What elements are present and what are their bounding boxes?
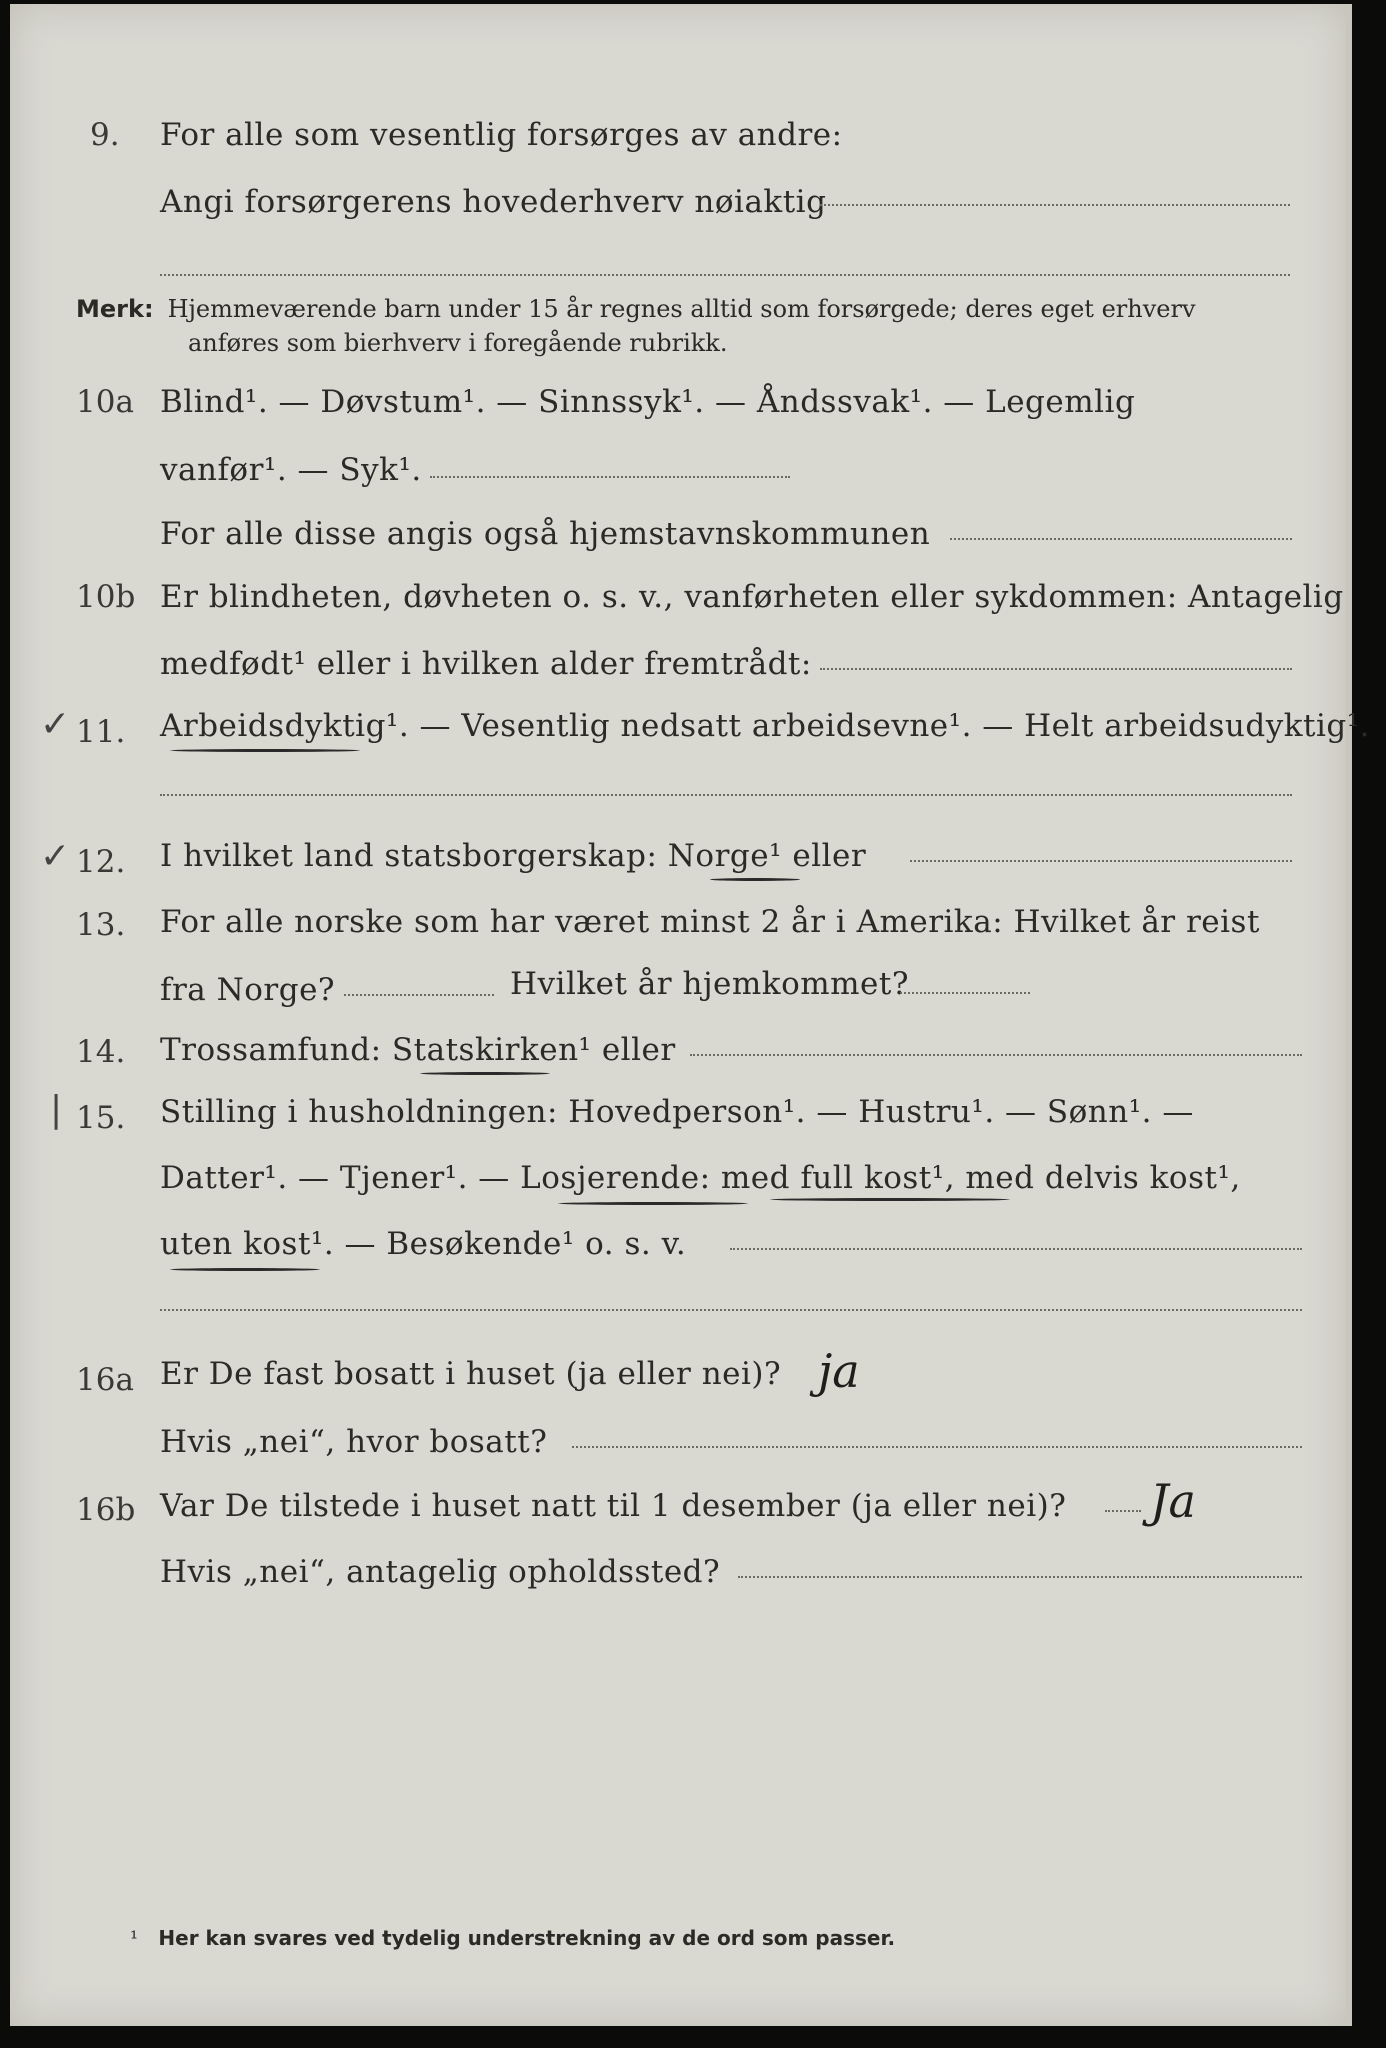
q16b-line2: Hvis „nei“, antagelig opholdssted? <box>160 1554 721 1590</box>
q11-underline <box>170 749 360 752</box>
q10a-line2: vanfør¹. — Syk¹. <box>160 452 422 488</box>
q14-number: 14. <box>76 1034 126 1070</box>
q16a-line2: Hvis „nei“, hvor bosatt? <box>160 1424 548 1460</box>
check-mark-icon: ✓ <box>40 836 71 877</box>
q9-answer-line[interactable] <box>820 204 1290 206</box>
check-mark-icon: ✓ <box>40 704 71 745</box>
q15-underline-full-kost <box>770 1198 1010 1201</box>
footnote-text: Her kan svares ved tydelig understrekning av de ord som passer. <box>158 1926 896 1950</box>
q10a-line3: For alle disse angis også hjemstavnskommunen <box>160 516 931 552</box>
q15-underline-uten-kost <box>170 1268 320 1271</box>
q9-line1: For alle som vesentlig forsørges av andre: <box>160 117 843 153</box>
q16a-number: 16a <box>76 1362 134 1398</box>
merk-label: Merk: <box>76 295 154 323</box>
q16a-handwritten-answer[interactable]: ja <box>818 1344 860 1398</box>
merk-note <box>76 295 1196 323</box>
q16b-line1: Var De tilstede i huset natt til 1 desember (ja eller nei)? <box>160 1488 1067 1524</box>
q10b-answer-line[interactable] <box>820 668 1292 670</box>
q13-line2a: fra Norge? <box>160 972 336 1008</box>
q9-line2: Angi forsørgerens hovederhverv nøiaktig <box>160 184 827 220</box>
q11-line1: Arbeidsdyktig¹. — Vesentlig nedsatt arbeidsevne¹. — Helt arbeidsudyktig¹. <box>160 708 1371 744</box>
q13-line1: For alle norske som har været minst 2 år i Amerika: Hvilket år reist <box>160 904 1260 940</box>
q10a-line1: Blind¹. — Døvstum¹. — Sinnssyk¹. — Åndssvak¹. — Legemlig <box>160 384 1136 420</box>
q10a-hjemstavn-line[interactable] <box>950 538 1292 540</box>
q14-line1: Trossamfund: Statskirken¹ eller <box>160 1032 676 1068</box>
q11-answer-line[interactable] <box>160 794 1292 796</box>
q9-answer-line-2[interactable] <box>160 274 1290 276</box>
q15-answer-line-2[interactable] <box>160 1309 1302 1311</box>
footnote <box>130 1926 895 1950</box>
q10a-answer-line[interactable] <box>430 476 790 478</box>
q14-underline <box>420 1072 550 1075</box>
q16b-number: 16b <box>76 1492 136 1528</box>
q16b-opholdssted-line[interactable] <box>738 1576 1302 1578</box>
merk-line2: anføres som bierhverv i foregående rubrikk. <box>188 329 728 357</box>
q12-number: 12. <box>76 844 126 880</box>
q15-line2: Datter¹. — Tjener¹. — Losjerende: med full kost¹, med delvis kost¹, <box>160 1160 1241 1196</box>
q16a-line1: Er De fast bosatt i huset (ja eller nei)? <box>160 1356 782 1392</box>
q15-underline-losjerende <box>558 1202 748 1205</box>
q10a-number: 10a <box>76 384 134 420</box>
q10b-number: 10b <box>76 579 136 615</box>
q15-line1: Stilling i husholdningen: Hovedperson¹. — Hustru¹. — Sønn¹. — <box>160 1094 1194 1130</box>
q16b-answer-line[interactable] <box>1105 1510 1141 1512</box>
q12-answer-line[interactable] <box>910 860 1292 862</box>
q13-reist-line[interactable] <box>344 994 494 996</box>
q14-answer-line[interactable] <box>690 1054 1302 1056</box>
q16b-handwritten-answer[interactable]: Ja <box>1150 1474 1196 1528</box>
q10b-line2: medfødt¹ eller i hvilken alder fremtrådt: <box>160 646 812 682</box>
check-mark-icon: | <box>50 1089 63 1130</box>
q13-line2b: Hvilket år hjemkommet? <box>510 966 909 1002</box>
q12-line1: I hvilket land statsborgerskap: Norge¹ eller <box>160 838 867 874</box>
q10b-line1: Er blindheten, døvheten o. s. v., vanførheten eller sykdommen: Antagelig <box>160 579 1344 615</box>
q15-line3: uten kost¹. — Besøkende¹ o. s. v. <box>160 1226 687 1262</box>
q9-number: 9. <box>90 117 120 153</box>
q12-underline <box>710 878 800 881</box>
q13-number: 13. <box>76 907 126 943</box>
form-page <box>10 4 1371 2026</box>
q15-number: 15. <box>76 1100 126 1136</box>
q16a-answer-line[interactable] <box>572 1446 1302 1448</box>
q15-answer-line[interactable] <box>730 1248 1302 1250</box>
merk-line1: Hjemmeværende barn under 15 år regnes alltid som forsørgede; deres eget erhverv <box>167 295 1196 323</box>
footnote-mark: ¹ <box>130 1926 139 1950</box>
q11-number: 11. <box>76 714 126 750</box>
q13-hjemkommet-line[interactable] <box>900 992 1030 994</box>
